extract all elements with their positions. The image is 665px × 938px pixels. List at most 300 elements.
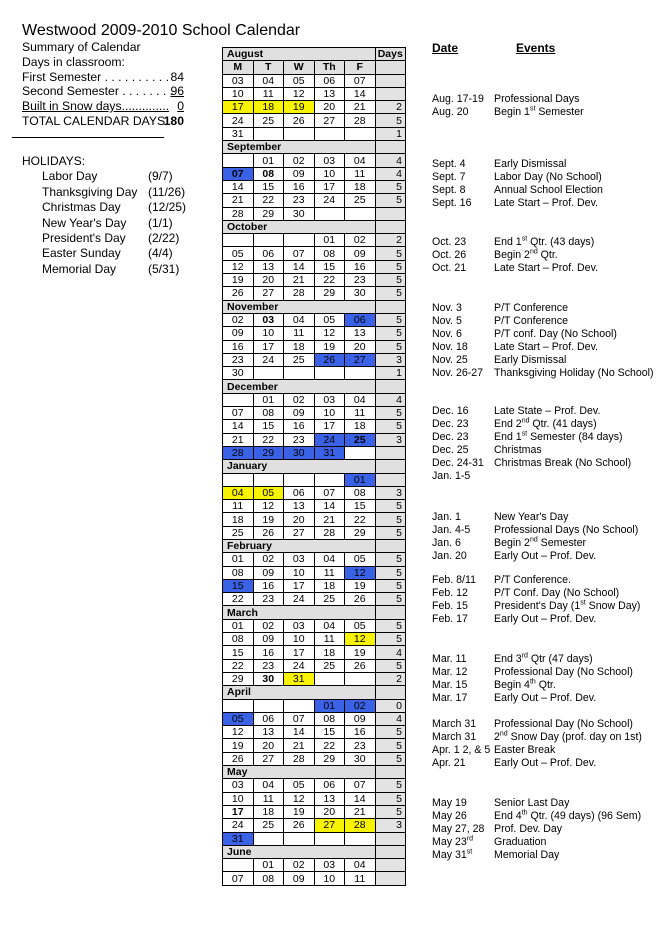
days-count: 5: [375, 247, 406, 260]
day-cell: [253, 699, 284, 712]
days-header: [375, 141, 406, 154]
event-text: Graduation: [494, 836, 547, 848]
day-cell: 05: [223, 247, 254, 260]
holiday-name: Labor Day: [42, 169, 98, 184]
event-date: Jan. 1: [432, 511, 461, 523]
days-count: 5: [375, 553, 406, 566]
month-header-row: [223, 606, 406, 619]
day-cell: [284, 234, 315, 247]
event-text: Memorial Day: [494, 849, 560, 861]
days-count: [375, 832, 406, 845]
event-text: Begin 2nd Semester: [494, 536, 587, 549]
week-row: [223, 340, 406, 353]
days-count: 5: [375, 659, 406, 672]
day-cell: 13: [284, 500, 315, 513]
day-cell: 01: [345, 473, 376, 486]
day-cell: 18: [345, 420, 376, 433]
day-cell: 01: [253, 859, 284, 872]
event-date: Oct. 21: [432, 262, 467, 274]
event-date: Sept. 7: [432, 171, 466, 183]
day-cell: 08: [314, 247, 345, 260]
event-date: Nov. 18: [432, 341, 468, 353]
event-date: Nov. 5: [432, 315, 462, 327]
day-cell: 18: [253, 101, 284, 114]
month-name: September: [223, 141, 376, 154]
week-row: [223, 513, 406, 526]
day-cell: 09: [284, 872, 315, 885]
event-text: Christmas Break (No School): [494, 457, 632, 469]
day-cell: 05: [223, 712, 254, 725]
event-date: May 31st: [432, 848, 473, 861]
day-cell: 23: [284, 194, 315, 207]
week-row: [223, 127, 406, 140]
day-cell: 05: [284, 779, 315, 792]
holiday-name: Memorial Day: [42, 261, 117, 276]
holiday-date: (4/4): [148, 246, 173, 261]
days-header: [375, 845, 406, 858]
week-row: [223, 287, 406, 300]
date-column-header: Date: [432, 41, 459, 55]
event-date: Feb. 8/11: [432, 574, 476, 586]
day-cell: 24: [284, 593, 315, 606]
day-cell: 21: [223, 433, 254, 446]
day-cell: 25: [223, 526, 254, 539]
day-cell: 17: [314, 180, 345, 193]
days-count: [375, 473, 406, 486]
month-header-row: [223, 220, 406, 233]
event-text: Professional Day (No School): [494, 718, 633, 730]
day-cell: 28: [345, 114, 376, 127]
summary-divider: [12, 137, 164, 138]
event-date: Nov. 6: [432, 328, 462, 340]
day-cell: 25: [284, 353, 315, 366]
holiday-name: Christmas Day: [42, 200, 121, 215]
day-cell: [314, 832, 345, 845]
event-text: Christmas: [494, 444, 542, 456]
week-row: [223, 353, 406, 366]
day-cell: 11: [345, 407, 376, 420]
week-row: [223, 566, 406, 579]
day-cell: 11: [253, 87, 284, 100]
holiday-name: New Year's Day: [42, 215, 127, 230]
day-cell: 30: [223, 367, 254, 380]
week-row: [223, 779, 406, 792]
summary-label: TOTAL CALENDAR DAYS: [22, 113, 166, 128]
day-cell: 12: [314, 327, 345, 340]
day-cell: [314, 127, 345, 140]
summary-row: [22, 114, 192, 129]
week-row: [223, 101, 406, 114]
day-cell: 01: [253, 393, 284, 406]
event-text: Early Dismissal: [494, 158, 567, 170]
event-date: Jan. 6: [432, 537, 461, 549]
day-cell: 03: [253, 313, 284, 326]
day-cell: 17: [253, 340, 284, 353]
event-text: Early Out – Prof. Dev.: [494, 613, 597, 625]
day-cell: 03: [284, 553, 315, 566]
event-date: Mar. 17: [432, 692, 468, 704]
days-count: 4: [375, 646, 406, 659]
day-cell: 20: [314, 805, 345, 818]
day-cell: 16: [253, 646, 284, 659]
day-cell: 26: [314, 353, 345, 366]
month-header-row: [223, 48, 406, 61]
day-cell: 07: [345, 779, 376, 792]
event-date: Nov. 25: [432, 354, 468, 366]
event-date: Jan. 1-5: [432, 470, 471, 482]
day-cell: 23: [253, 659, 284, 672]
event-text: Early Out – Prof. Dev.: [494, 692, 597, 704]
week-row: [223, 805, 406, 818]
day-cell: [223, 859, 254, 872]
week-row: [223, 792, 406, 805]
day-cell: 02: [345, 234, 376, 247]
days-count: 2: [375, 101, 406, 114]
day-cell: 09: [284, 167, 315, 180]
month-name: March: [223, 606, 376, 619]
day-cell: 22: [253, 433, 284, 446]
day-cell: 16: [345, 260, 376, 273]
day-cell: 08: [223, 566, 254, 579]
day-cell: 03: [314, 859, 345, 872]
day-cell: 08: [253, 167, 284, 180]
day-cell: 10: [223, 792, 254, 805]
week-row: [223, 274, 406, 287]
week-row: [223, 699, 406, 712]
days-count: 5: [375, 114, 406, 127]
event-date: Dec. 24-31: [432, 457, 484, 469]
day-cell: 02: [223, 313, 254, 326]
days-count: 4: [375, 167, 406, 180]
days-count: 3: [375, 486, 406, 499]
event-text: Early Dismissal: [494, 354, 567, 366]
day-cell: 28: [223, 207, 254, 220]
day-cell: 17: [284, 579, 315, 592]
day-cell: 26: [223, 752, 254, 765]
event-text: Labor Day (No School): [494, 171, 602, 183]
event-date: Mar. 15: [432, 679, 468, 691]
day-cell: 10: [223, 87, 254, 100]
days-count: [375, 859, 406, 872]
week-row: [223, 367, 406, 380]
day-cell: [223, 234, 254, 247]
week-row: [223, 646, 406, 659]
week-row: [223, 180, 406, 193]
day-cell: 08: [253, 407, 284, 420]
day-cell: 10: [314, 407, 345, 420]
event-date: Oct. 26: [432, 249, 467, 261]
day-cell: 19: [223, 274, 254, 287]
days-count: 4: [375, 712, 406, 725]
day-cell: 30: [284, 207, 315, 220]
day-cell: [345, 672, 376, 685]
event-text: Late Start – Prof. Dev.: [494, 262, 599, 274]
days-count: 5: [375, 779, 406, 792]
day-cell: 12: [345, 633, 376, 646]
day-cell: [314, 367, 345, 380]
event-text: P/T Conference.: [494, 574, 571, 586]
event-text: Late State – Prof. Dev.: [494, 405, 601, 417]
day-cell: 10: [253, 327, 284, 340]
summary-value: 180: [163, 113, 184, 128]
event-date: May 23rd: [432, 835, 473, 848]
day-cell: 04: [314, 553, 345, 566]
day-cell: 08: [345, 486, 376, 499]
event-date: Apr. 21: [432, 757, 466, 769]
day-cell: 23: [345, 274, 376, 287]
event-date: March 31: [432, 718, 477, 730]
day-cell: 29: [314, 752, 345, 765]
days-count: 0: [375, 699, 406, 712]
day-cell: 22: [314, 739, 345, 752]
day-cell: 20: [345, 340, 376, 353]
days-count: 3: [375, 819, 406, 832]
day-cell: 18: [345, 180, 376, 193]
event-text: End 3rd Qtr (47 days): [494, 652, 593, 665]
day-cell: 04: [253, 779, 284, 792]
day-cell: 20: [253, 739, 284, 752]
days-header: [375, 460, 406, 473]
day-cell: 18: [314, 646, 345, 659]
day-cell: 11: [314, 566, 345, 579]
day-cell: 10: [314, 167, 345, 180]
day-cell: 21: [345, 101, 376, 114]
event-text: Late Start – Prof. Dev.: [494, 197, 599, 209]
days-count: [375, 87, 406, 100]
day-cell: 02: [284, 859, 315, 872]
days-count: 5: [375, 633, 406, 646]
day-cell: 01: [314, 699, 345, 712]
holiday-item: [22, 216, 222, 231]
event-text: Begin 4th Qtr.: [494, 678, 556, 691]
event-text: P/T conf. Day (No School): [494, 328, 617, 340]
day-cell: 15: [314, 260, 345, 273]
days-count: [375, 872, 406, 885]
week-row: [223, 739, 406, 752]
week-row: [223, 486, 406, 499]
days-count: 5: [375, 579, 406, 592]
day-cell: [345, 127, 376, 140]
day-cell: 22: [223, 659, 254, 672]
day-cell: 02: [253, 619, 284, 632]
event-text: Begin 1st Semester: [494, 105, 584, 118]
event-text: Easter Break: [494, 744, 556, 756]
week-row: [223, 234, 406, 247]
day-cell: 11: [314, 633, 345, 646]
event-date: Aug. 20: [432, 106, 469, 118]
weekday-header-row: [223, 61, 406, 74]
event-text: Thanksgiving Holiday (No School): [494, 367, 654, 379]
day-cell: 02: [284, 393, 315, 406]
day-cell: 07: [223, 167, 254, 180]
day-cell: 22: [223, 593, 254, 606]
day-cell: 07: [223, 407, 254, 420]
holiday-date: (5/31): [148, 261, 180, 276]
event-date: May 27, 28: [432, 823, 485, 835]
week-row: [223, 526, 406, 539]
event-text: Annual School Election: [494, 184, 603, 196]
day-cell: 27: [284, 526, 315, 539]
day-cell: 31: [314, 446, 345, 459]
day-cell: 12: [253, 500, 284, 513]
month-header-row: [223, 141, 406, 154]
days-header: [375, 300, 406, 313]
day-cell: 29: [223, 672, 254, 685]
day-cell: 08: [223, 633, 254, 646]
day-cell: 10: [284, 633, 315, 646]
month-name: November: [223, 300, 376, 313]
day-cell: 18: [223, 513, 254, 526]
day-cell: 22: [345, 513, 376, 526]
week-row: [223, 859, 406, 872]
day-cell: 04: [253, 74, 284, 87]
day-cell: 21: [284, 274, 315, 287]
days-header: [375, 766, 406, 779]
day-cell: 09: [223, 327, 254, 340]
day-cell: 20: [314, 101, 345, 114]
day-cell: 27: [253, 287, 284, 300]
day-cell: 29: [314, 287, 345, 300]
holiday-item: [22, 231, 222, 246]
event-text: End 2nd Qtr. (41 days): [494, 417, 597, 430]
month-header-row: [223, 845, 406, 858]
days-count: 3: [375, 353, 406, 366]
day-cell: 15: [223, 646, 254, 659]
days-header: [375, 380, 406, 393]
week-row: [223, 74, 406, 87]
days-count: 1: [375, 127, 406, 140]
week-row: [223, 553, 406, 566]
day-cell: 30: [345, 752, 376, 765]
month-header-row: [223, 460, 406, 473]
week-row: [223, 872, 406, 885]
day-cell: 14: [345, 87, 376, 100]
event-date: Sept. 8: [432, 184, 466, 196]
days-count: 2: [375, 672, 406, 685]
day-cell: 21: [223, 194, 254, 207]
day-cell: 07: [284, 247, 315, 260]
week-row: [223, 167, 406, 180]
days-header: [375, 539, 406, 552]
day-cell: 24: [223, 819, 254, 832]
day-cell: 03: [314, 393, 345, 406]
day-cell: [284, 473, 315, 486]
day-cell: 14: [284, 260, 315, 273]
event-date: Oct. 23: [432, 236, 467, 248]
day-cell: 01: [314, 234, 345, 247]
day-cell: 02: [253, 553, 284, 566]
days-header: [375, 220, 406, 233]
day-cell: 16: [253, 579, 284, 592]
day-cell: [253, 832, 284, 845]
day-cell: [314, 207, 345, 220]
days-count: 5: [375, 260, 406, 273]
day-cell: 24: [314, 194, 345, 207]
week-row: [223, 633, 406, 646]
day-cell: 18: [284, 340, 315, 353]
event-date: March 31: [432, 731, 477, 743]
day-cell: [223, 393, 254, 406]
events-column-header: Events: [516, 41, 556, 55]
days-header: [375, 606, 406, 619]
event-text: Begin 2nd Qtr.: [494, 248, 558, 261]
day-cell: 13: [314, 87, 345, 100]
page-title: Westwood 2009-2010 School Calendar: [22, 22, 301, 39]
day-cell: 28: [284, 752, 315, 765]
day-cell: 31: [223, 832, 254, 845]
summary-row: [22, 70, 192, 85]
day-cell: [253, 234, 284, 247]
month-name: August: [223, 48, 376, 61]
month-header-row: [223, 539, 406, 552]
event-date: Jan. 4-5: [432, 524, 471, 536]
day-cell: 29: [253, 446, 284, 459]
event-text: P/T Conference: [494, 315, 569, 327]
day-cell: 04: [284, 313, 315, 326]
day-cell: 30: [345, 287, 376, 300]
days-count: 5: [375, 566, 406, 579]
day-cell: 03: [284, 619, 315, 632]
event-text: Early Out – Prof. Dev.: [494, 757, 597, 769]
event-date: Dec. 23: [432, 418, 469, 430]
days-count: [375, 446, 406, 459]
week-row: [223, 420, 406, 433]
event-text: 2nd Snow Day (prof. day on 1st): [494, 730, 642, 743]
event-text: P/T Conf. Day (No School): [494, 587, 620, 599]
days-count: 5: [375, 805, 406, 818]
day-cell: 22: [314, 274, 345, 287]
day-cell: 19: [284, 805, 315, 818]
weekday-header: F: [345, 61, 376, 74]
holiday-name: President's Day: [42, 230, 126, 245]
week-row: [223, 726, 406, 739]
summary-value: 96: [170, 84, 184, 99]
day-cell: 14: [314, 500, 345, 513]
month-name: October: [223, 220, 376, 233]
day-cell: 19: [284, 101, 315, 114]
week-row: [223, 393, 406, 406]
day-cell: 15: [253, 420, 284, 433]
day-cell: 09: [345, 247, 376, 260]
school-calendar-grid: [222, 47, 406, 886]
month-name: May: [223, 766, 376, 779]
month-header-row: [223, 380, 406, 393]
day-cell: 26: [253, 526, 284, 539]
day-cell: 06: [314, 779, 345, 792]
day-cell: 25: [314, 593, 345, 606]
day-cell: 30: [284, 446, 315, 459]
day-cell: [253, 367, 284, 380]
day-cell: 09: [345, 712, 376, 725]
day-cell: 17: [223, 805, 254, 818]
day-cell: 19: [345, 579, 376, 592]
day-cell: 29: [253, 207, 284, 220]
day-cell: 10: [314, 872, 345, 885]
day-cell: 07: [284, 712, 315, 725]
month-name: April: [223, 686, 376, 699]
day-cell: 01: [253, 154, 284, 167]
days-count: 5: [375, 500, 406, 513]
day-cell: 01: [223, 553, 254, 566]
week-row: [223, 313, 406, 326]
weekday-header: M: [223, 61, 254, 74]
days-count: 5: [375, 327, 406, 340]
event-date: Aug. 17-19: [432, 93, 484, 105]
days-header: Days: [375, 48, 406, 61]
holiday-date: (2/22): [148, 230, 180, 245]
day-cell: 27: [314, 819, 345, 832]
day-cell: 03: [223, 74, 254, 87]
